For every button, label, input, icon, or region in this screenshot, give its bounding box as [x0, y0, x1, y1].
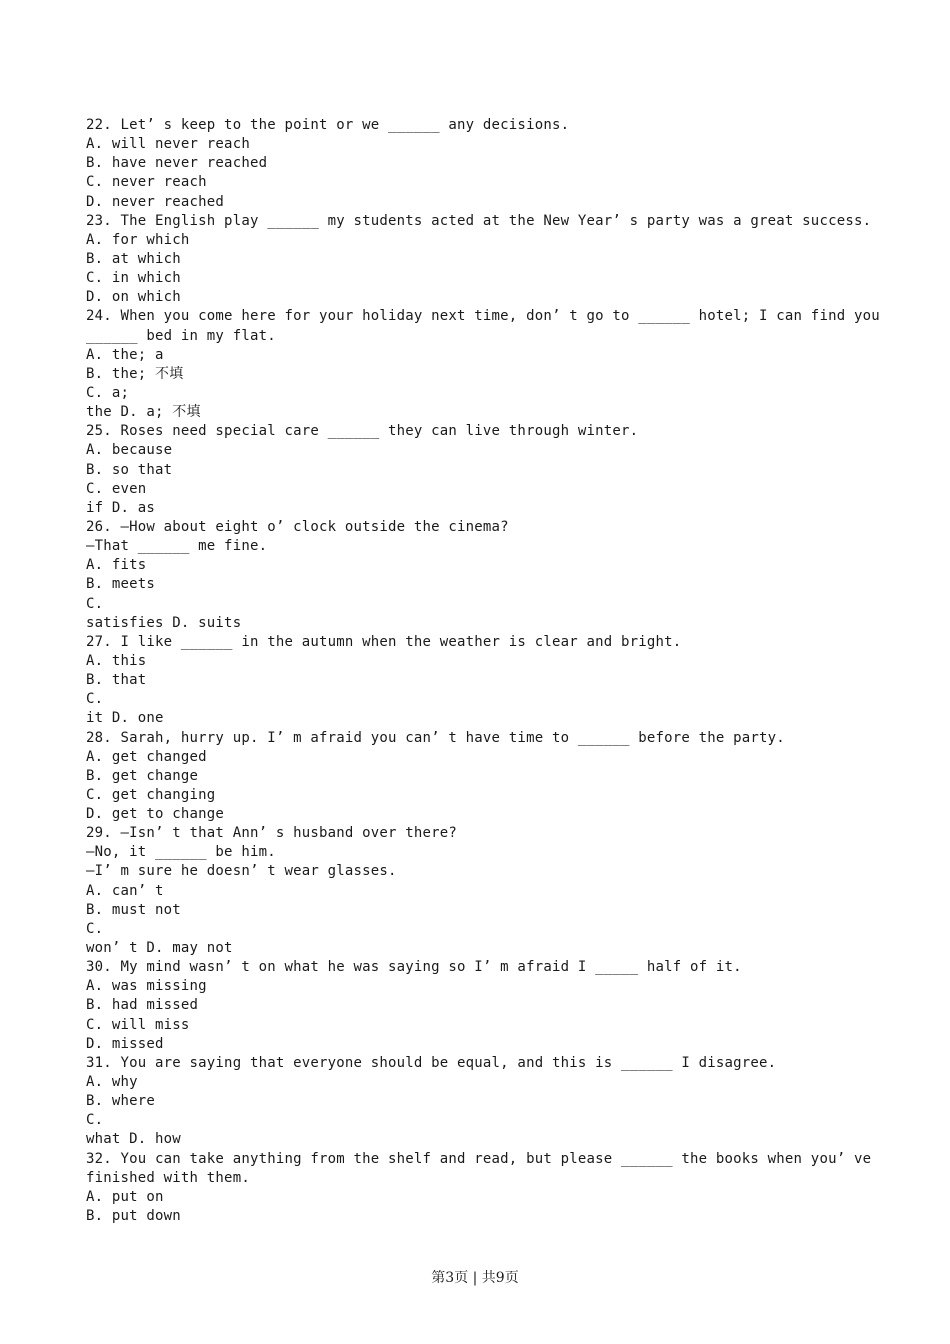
text-line: 31. You are saying that everyone should be equal, and this is ______ I disagree. — [86, 1054, 777, 1071]
text-line: 30. My mind wasn’ t on what he was saying so I’ m afraid I _____ half of it. — [86, 959, 742, 976]
text-line: B. so that — [86, 461, 173, 478]
text-line: 25. Roses need special care ______ they can live through winter. — [86, 423, 639, 440]
text-line: B. meets — [86, 576, 156, 593]
text-line: A. this — [86, 652, 147, 669]
text-line: C. — [86, 595, 104, 612]
text-line: A. will never reach — [86, 136, 250, 153]
text-line: 29. —Isn’ t that Ann’ s husband over there? — [86, 825, 458, 842]
text-line: B. the; 不填 — [86, 365, 184, 382]
text-line: B. that — [86, 672, 147, 689]
text-line: ______ bed in my flat. — [86, 327, 276, 344]
text-line: B. at which — [86, 250, 181, 267]
text-line: C. — [86, 691, 104, 708]
text-line: D. on which — [86, 289, 181, 306]
text-line: A. the; a — [86, 346, 164, 363]
text-line: C. in which — [86, 270, 181, 287]
text-line: it D. one — [86, 710, 164, 727]
text-line: the D. a; 不填 — [86, 404, 201, 421]
question-list — [86, 116, 880, 1226]
text-line: C. never reach — [86, 174, 207, 191]
text-line: C. — [86, 1112, 104, 1129]
text-line: finished with them. — [86, 1169, 250, 1186]
page-footer: 第3页 | 共9页 — [431, 1270, 519, 1286]
text-line: 23. The English play ______ my students acted at the New Year’ s party was a great success. — [86, 212, 872, 229]
text-line: 28. Sarah, hurry up. I’ m afraid you can’ t have time to ______ before the party. — [86, 729, 785, 746]
text-line: satisfies D. suits — [86, 614, 242, 631]
text-line: 22. Let’ s keep to the point or we ______ any decisions. — [86, 117, 570, 133]
text-line: 32. You can take anything from the shelf and read, but please ______ the books when you’ ve — [86, 1150, 872, 1167]
text-line: —I’ m sure he doesn’ t wear glasses. — [86, 863, 397, 880]
text-line: A. was missing — [86, 978, 207, 995]
text-line: A. for which — [86, 231, 190, 248]
text-line: A. get changed — [86, 748, 207, 765]
text-line: B. must not — [86, 901, 181, 918]
text-line: —That ______ me fine. — [86, 538, 268, 555]
text-line: A. because — [86, 442, 173, 459]
text-line: won’ t D. may not — [86, 940, 233, 957]
text-line: D. missed — [86, 1035, 164, 1052]
text-line: C. even — [86, 480, 147, 497]
text-line: B. put down — [86, 1208, 181, 1225]
text-line: C. — [86, 920, 104, 937]
text-line: —No, it ______ be him. — [86, 844, 276, 861]
text-line: 26. —How about eight o’ clock outside the cinema? — [86, 518, 509, 535]
text-line: A. why — [86, 1074, 138, 1091]
text-line: 24. When you come here for your holiday next time, don’ t go to ______ hotel; I can find you — [86, 308, 880, 325]
text-line: C. get changing — [86, 786, 216, 803]
text-line: 27. I like ______ in the autumn when the weather is clear and bright. — [86, 633, 682, 650]
text-line: C. a; — [86, 384, 130, 401]
text-line: D. never reached — [86, 193, 225, 210]
text-line: B. had missed — [86, 997, 199, 1014]
text-line: A. fits — [86, 557, 147, 574]
text-line: if D. as — [86, 499, 156, 516]
text-line: B. where — [86, 1093, 156, 1110]
text-line: C. will miss — [86, 1016, 190, 1033]
text-line: A. can’ t — [86, 882, 164, 899]
text-line: A. put on — [86, 1188, 164, 1205]
text-line: B. get change — [86, 767, 199, 784]
text-line: B. have never reached — [86, 155, 268, 172]
text-line: D. get to change — [86, 806, 225, 823]
text-line: what D. how — [86, 1131, 181, 1148]
